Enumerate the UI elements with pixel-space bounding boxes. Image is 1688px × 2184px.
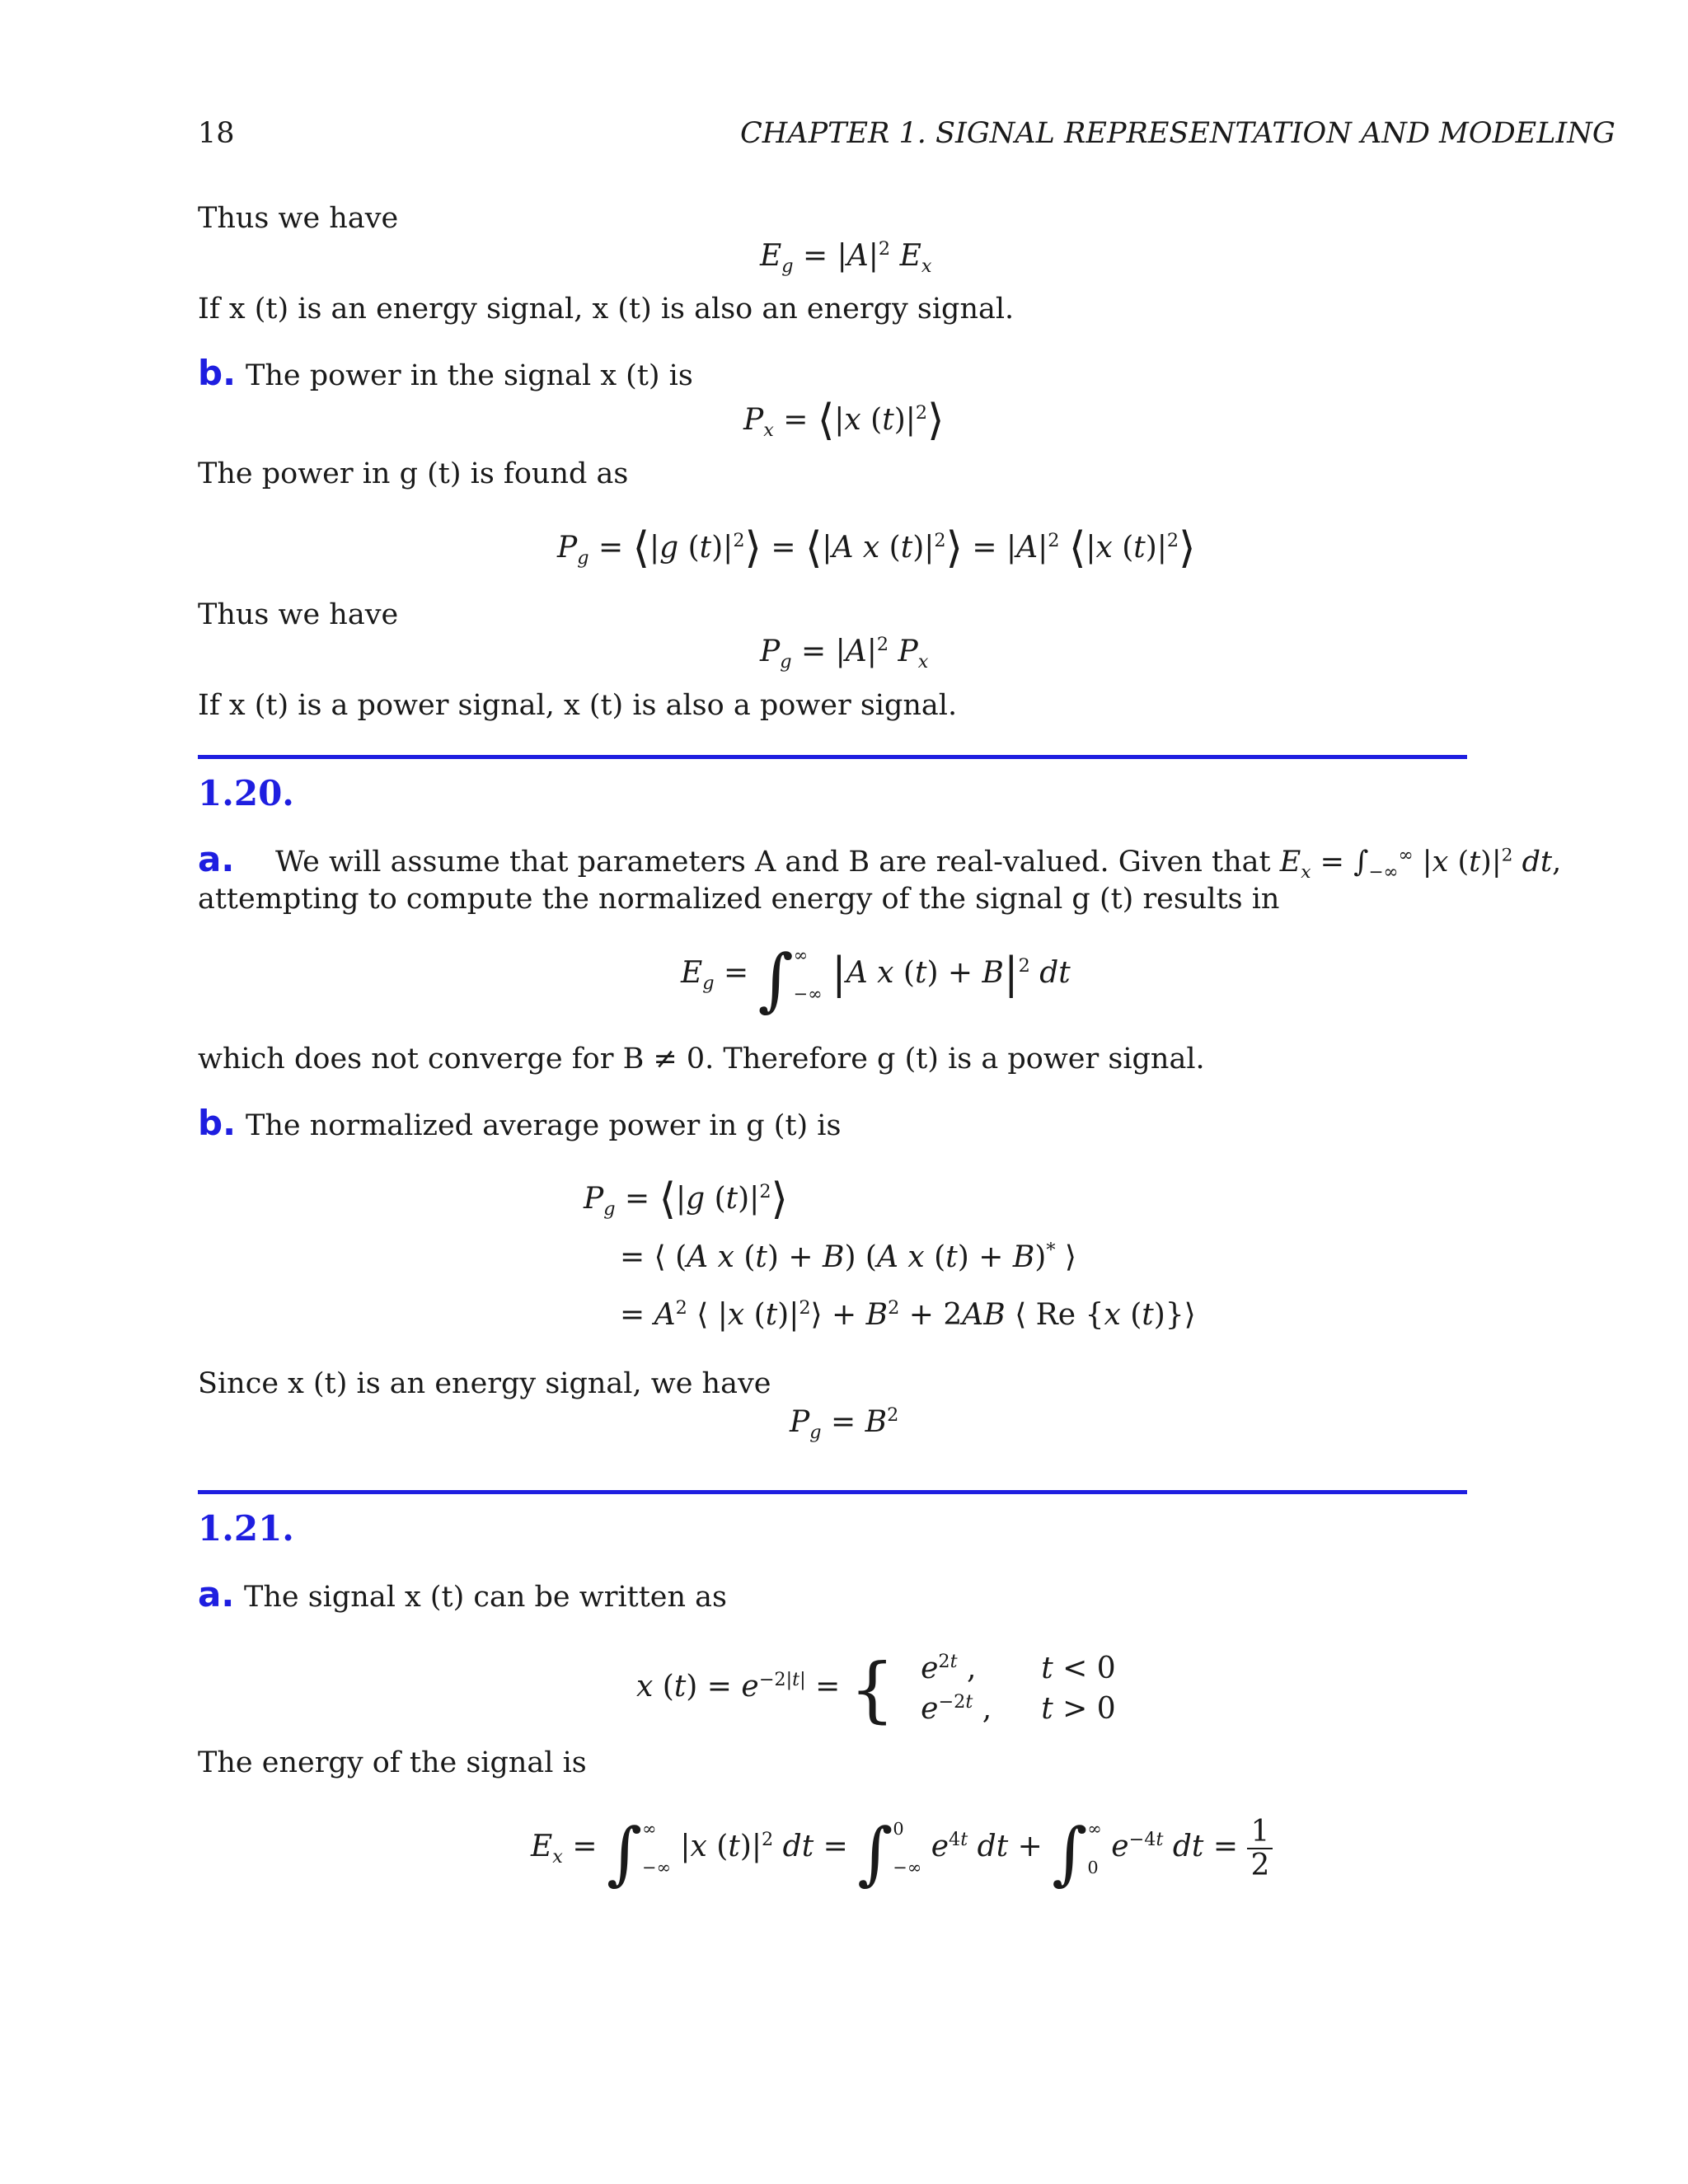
text-since-energy: Since x (t) is an energy signal, we have	[198, 1367, 771, 1400]
equation-Ex-integral: $E_x$ = ∫ ∞ −∞ |x $(t)|^2$ dt = ∫ 0 −∞ $e^{4t}$ dt + ∫ ∞ 0 $e^{-4t}$ dt = $\frac{1}{2}$	[531, 1813, 1273, 1893]
text-power-found: The power in g (t) is found as	[198, 457, 629, 490]
text-s120-part-a-line1: We will assume that parameters A and B are real-valued. Given that $E_x = \int_{-\infty}^\infty$ |x $(t)|^2$ dt,	[275, 845, 1562, 883]
section-number-1-20: 1.20.	[198, 773, 294, 813]
section-divider-2	[198, 1490, 1467, 1494]
equation-Px: $P_x$ = ⟨|x $(t)|^2⟩$	[743, 396, 945, 445]
s120-part-a-label: a.	[198, 839, 235, 879]
equation-Pg-line2: = ⟨ (A x (t) + B) (A x (t) + B)* ⟩	[620, 1240, 1076, 1274]
text-power-intro: The power in the signal x (t) is	[246, 359, 693, 392]
s120-part-b-label: b.	[198, 1103, 237, 1143]
equation-Pg-expansion: $P_g$ = ⟨|g $(t)|^2⟩$ = ⟨|A x $(t)|^2⟩ = |A|^2$ ⟨|x $(t)|^2⟩$	[557, 523, 1196, 573]
s121-part-a-label: a.	[198, 1574, 235, 1615]
text-energy-of: The energy of the signal is	[198, 1746, 587, 1779]
text-s121-part-a: The signal x (t) can be written as	[244, 1581, 727, 1614]
equation-Eg-integral: $E_g$ = ∫ ∞ −∞ |A x $(t) + B|^2$ dt	[681, 940, 1071, 1019]
text-s120-part-a-line2: attempting to compute the normalized energy of the signal g (t) results in	[198, 883, 1280, 916]
text-no-converge: which does not converge for B ≠ 0. Therefore g (t) is a power signal.	[198, 1043, 1205, 1076]
text-power-statement: If x (t) is a power signal, x (t) is also a power signal.	[198, 689, 958, 722]
section-divider-1	[198, 755, 1467, 759]
section-number-1-21: 1.21.	[198, 1508, 294, 1549]
equation-Pg-line3: = $A^2$ ⟨ |x $(t)|^2⟩ + B^2 + 2AB$ ⟨ Re {x (t)}⟩	[620, 1297, 1196, 1332]
text-energy-statement: If x (t) is an energy signal, x (t) is also an energy signal.	[198, 293, 1015, 326]
text-thus-we-have-2: Thus we have	[198, 598, 399, 631]
text-s120-part-b: The normalized average power in g (t) is	[246, 1109, 842, 1142]
page-number: 18	[198, 117, 235, 150]
piecewise-cases: $e^{2t}$ , t < 0 $e^{-2t}$ , t > 0	[921, 1651, 1116, 1726]
chapter-title: CHAPTER 1. SIGNAL REPRESENTATION AND MODELING	[740, 117, 1615, 150]
equation-Eg-energy: $E_g = |A|^2$ $E_x$	[760, 238, 932, 278]
text-thus-we-have-1: Thus we have	[198, 202, 399, 235]
part-b-label: b.	[198, 353, 237, 393]
equation-Pg-power: $P_g = |A|^2$ $P_x$	[760, 634, 929, 673]
equation-Pg-line1: $P_g$ = ⟨|g $(t)|^2⟩$	[584, 1174, 788, 1224]
equation-x-piecewise: x $(t) = e^{-2|t|}$ = { $e^{2t}$ , t < 0 $e^{-2t}$ , t > 0	[636, 1648, 1149, 1732]
equation-Pg-B2: $P_g = B^2$	[790, 1404, 899, 1444]
